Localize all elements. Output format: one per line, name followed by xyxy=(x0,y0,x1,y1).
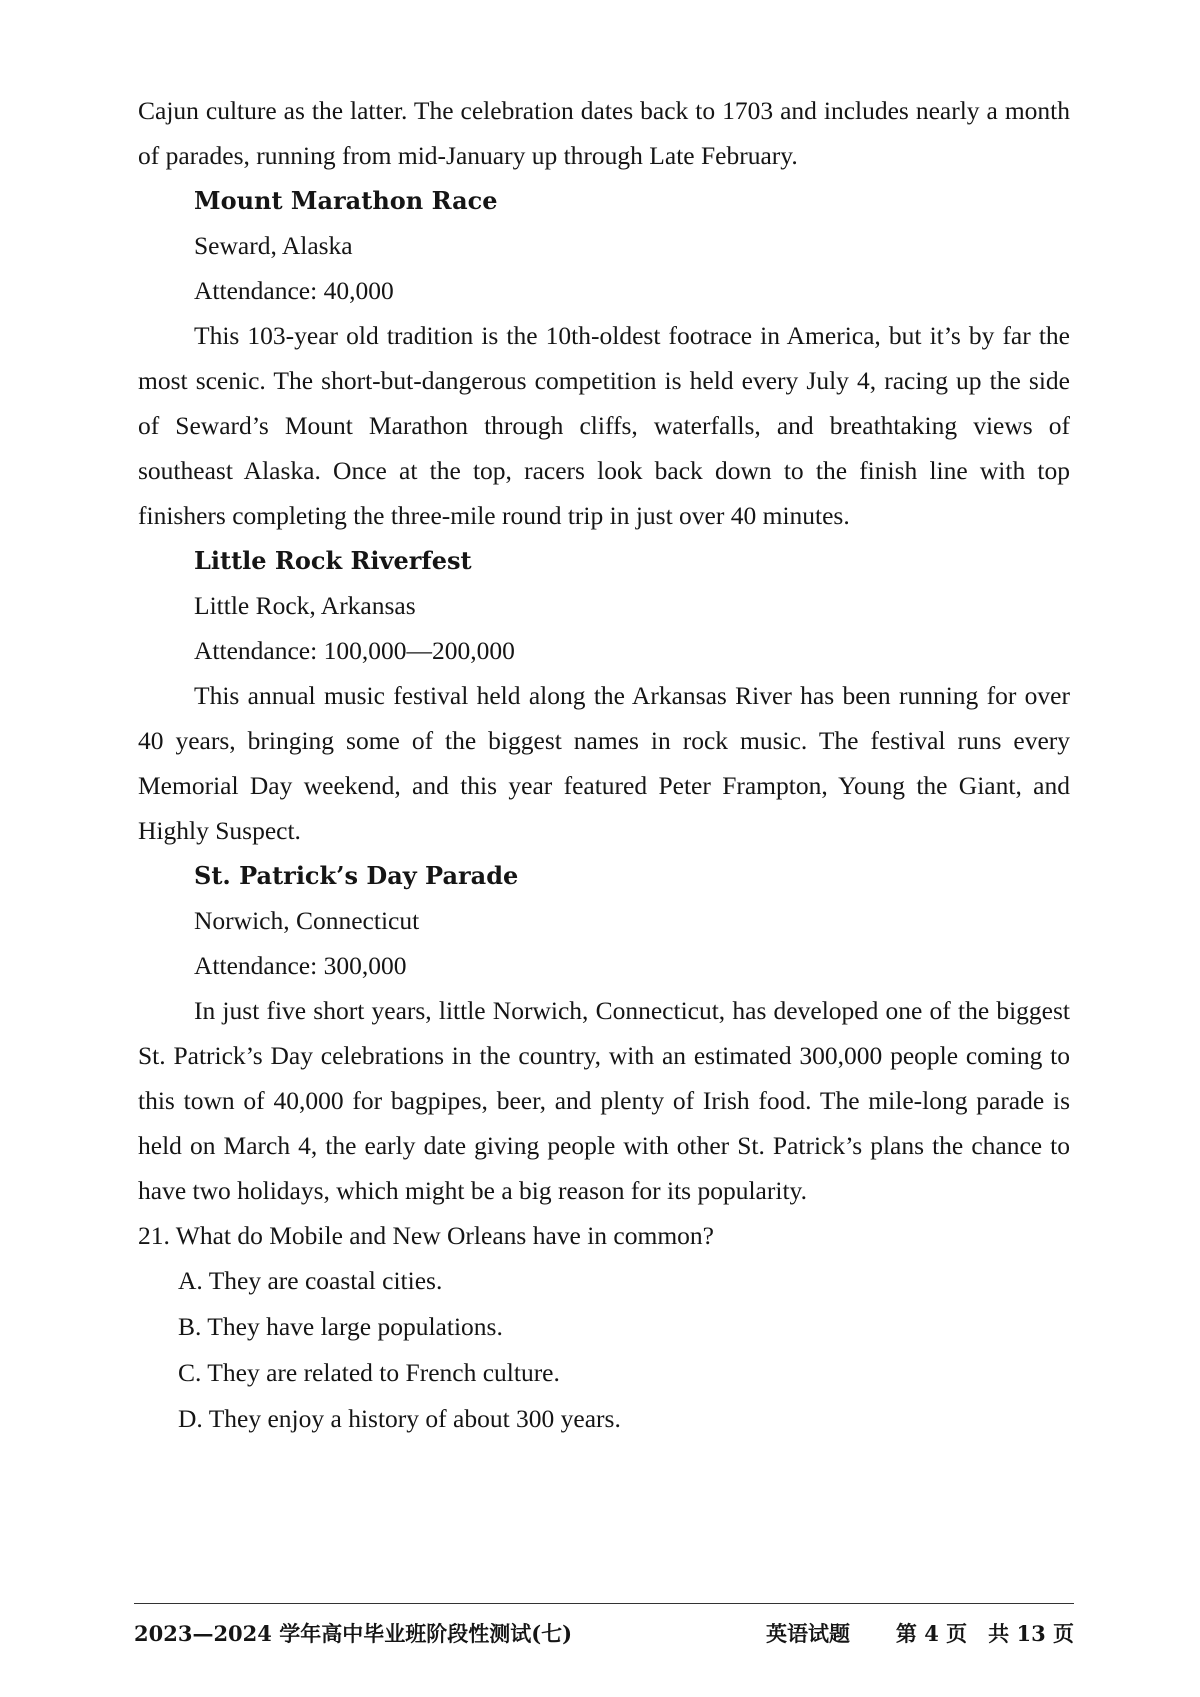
section-mount-marathon xyxy=(138,178,1070,538)
question-21 xyxy=(138,1213,1070,1442)
section-body: This annual music festival held along the Arkansas River has been running for over 40 years, bringing some of the biggest names in rock music. The festival runs every Memorial Day weekend, and this year featured Peter Frampton, Young the Giant, and Highly Suspect. xyxy=(138,681,1070,845)
section-body: In just five short years, little Norwich, Connecticut, has developed one of the biggest St. Patrick’s Day celebrations in the country, with an estimated 300,000 people coming to this town of 40,000 for bagpipes, beer, and plenty of Irish food. The mile-long parade is held on March 4, the early date giving people with other St. Patrick’s plans the chance to have two holidays, which might be a big reason for its popularity. xyxy=(138,996,1070,1205)
section-title: St. Patrick’s Day Parade xyxy=(194,861,519,890)
option-c[interactable]: C. They are related to French culture. xyxy=(178,1358,560,1387)
section-attendance: Attendance: 40,000 xyxy=(194,276,394,305)
exam-page-body xyxy=(138,88,1070,1442)
section-location: Little Rock, Arkansas xyxy=(194,591,416,620)
section-location: Norwich, Connecticut xyxy=(194,906,420,935)
intro-paragraph: Cajun culture as the latter. The celebration dates back to 1703 and includes nearly a month of parades, running from mid-January up through Late February. xyxy=(138,96,1070,170)
page-footer xyxy=(134,1618,1074,1648)
section-riverfest xyxy=(138,538,1070,853)
section-body: This 103-year old tradition is the 10th-oldest footrace in America, but it’s by far the most scenic. The short-but-dangerous competition is held every July 4, racing up the side of Seward’s Mount Marathon through cliffs, waterfalls, and breathtaking views of southeast Alaska. Once at the top, racers look back down to the finish line with top finishers completing the three-mile round trip in just over 40 minutes. xyxy=(138,321,1070,530)
section-attendance: Attendance: 100,000—200,000 xyxy=(194,636,515,665)
question-stem: 21. What do Mobile and New Orleans have in common? xyxy=(138,1221,714,1250)
option-d[interactable]: D. They enjoy a history of about 300 years. xyxy=(178,1404,621,1433)
section-title: Little Rock Riverfest xyxy=(194,546,472,575)
section-attendance: Attendance: 300,000 xyxy=(194,951,407,980)
section-st-patricks xyxy=(138,853,1070,1213)
page-number: 第 4 页 共 13 页 xyxy=(895,1621,1074,1646)
footer-divider xyxy=(134,1603,1074,1604)
option-b[interactable]: B. They have large populations. xyxy=(178,1312,503,1341)
section-location: Seward, Alaska xyxy=(194,231,353,260)
option-a[interactable]: A. They are coastal cities. xyxy=(178,1266,443,1295)
exam-title: 2023—2024 学年高中毕业班阶段性测试(七) xyxy=(134,1621,573,1646)
subject-label: 英语试题 xyxy=(766,1621,850,1646)
section-title: Mount Marathon Race xyxy=(194,186,498,215)
